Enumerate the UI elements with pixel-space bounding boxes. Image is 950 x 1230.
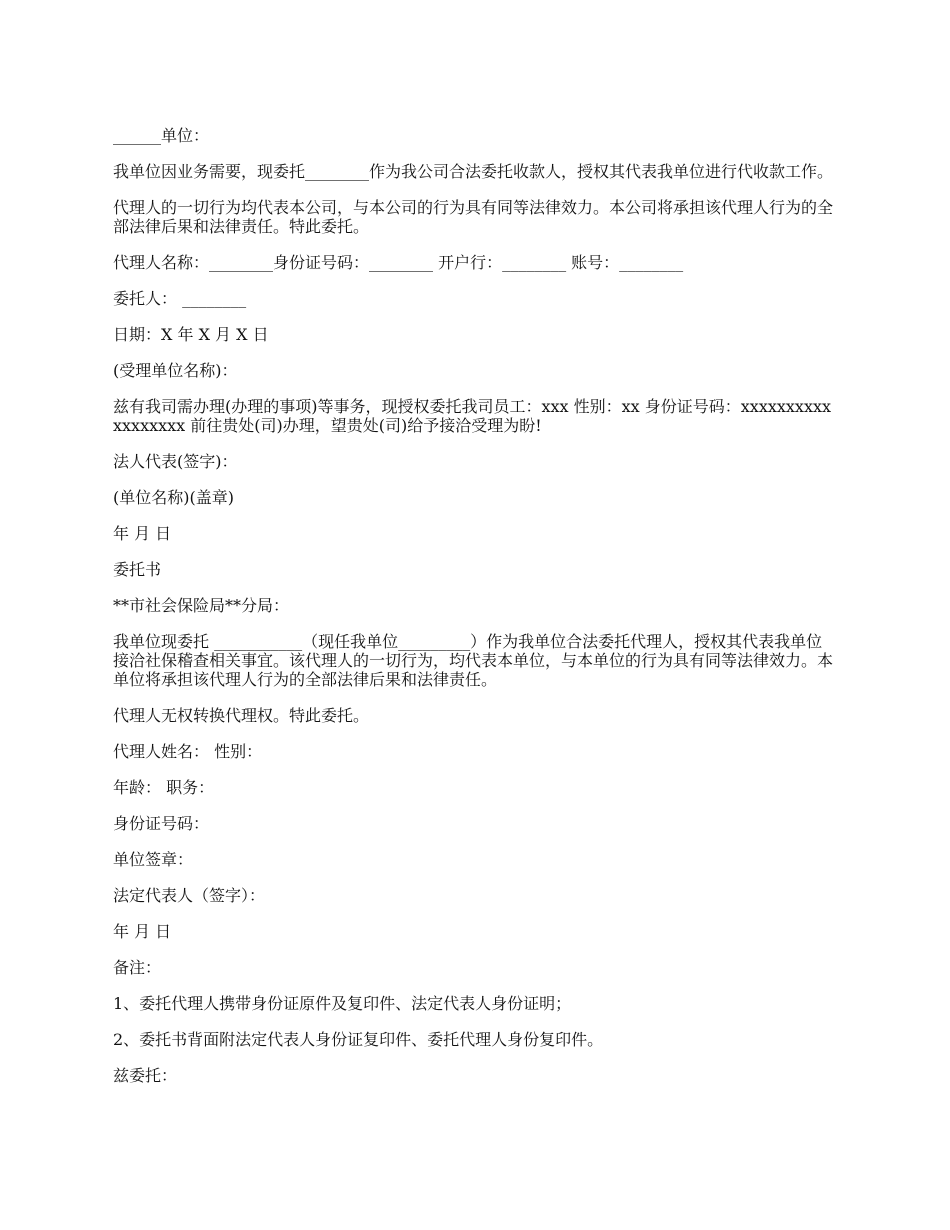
principal-line: 委托人： ________ <box>113 289 247 308</box>
date-blank-line: 年 月 日 <box>113 524 172 543</box>
no-transfer-line: 代理人无权转换代理权。特此委托。 <box>113 706 370 725</box>
id-number-line: 身份证号码： <box>113 814 210 833</box>
agent-details-line: 代理人名称：________身份证号码：________ 开户行：________ 账号：________ <box>113 253 684 272</box>
legal-effect-paragraph: 代理人的一切行为均代表本公司，与本公司的行为具有同等法律效力。本公司将承担该代理人行为的全部法律后果和法律责任。特此委托。 <box>113 198 834 236</box>
recipient-line: ______单位： <box>113 126 210 145</box>
legal-representative-signature-line: 法人代表(签字)： <box>113 452 238 471</box>
notes-heading: 备注： <box>113 958 162 977</box>
collection-authorization-paragraph: 我单位因业务需要，现委托________作为我公司合法委托收款人，授权其代表我单位进行代收款工作。 <box>113 162 834 181</box>
note-item-1: 1、委托代理人携带身份证原件及复印件、法定代表人身份证明； <box>113 994 572 1013</box>
age-position-line: 年龄： 职务： <box>113 778 215 797</box>
unit-seal-line: (单位名称)(盖章) <box>113 488 234 507</box>
employee-authorization-paragraph: 兹有我司需办理(办理的事项)等事务，现授权委托我司员工：xxx 性别：xx 身份证号码：xxxxxxxxxxxxxxxxxx 前往贵处(司)办理，望贵处(司)给予接洽受理为盼! <box>113 397 832 435</box>
document-body <box>113 126 838 1102</box>
audit-authorization-paragraph: 我单位现委托 ___________（现任我单位_________）作为我单位合法委托代理人，授权其代表我单位接洽社保稽查相关事宜。该代理人的一切行为，均代表本单位，与本单位的行为具有同等法律效力。本单位将承担该代理人行为的全部法律后果和法律责任。 <box>113 632 834 689</box>
date-line: 日期：X 年 X 月 X 日 <box>113 325 269 344</box>
date-blank-line-2: 年 月 日 <box>113 922 172 941</box>
note-item-2: 2、委托书背面附法定代表人身份证复印件、委托代理人身份复印件。 <box>113 1030 604 1049</box>
social-insurance-bureau-line: **市社会保险局**分局： <box>113 596 290 615</box>
agent-name-gender-line: 代理人姓名： 性别： <box>113 742 263 761</box>
section-title: 委托书 <box>113 560 162 579</box>
entrust-line: 兹委托： <box>113 1066 178 1085</box>
receiving-unit-line: (受理单位名称)： <box>113 361 238 380</box>
unit-signature-line: 单位签章： <box>113 850 194 869</box>
legal-representative-line: 法定代表人（签字）： <box>113 886 266 905</box>
